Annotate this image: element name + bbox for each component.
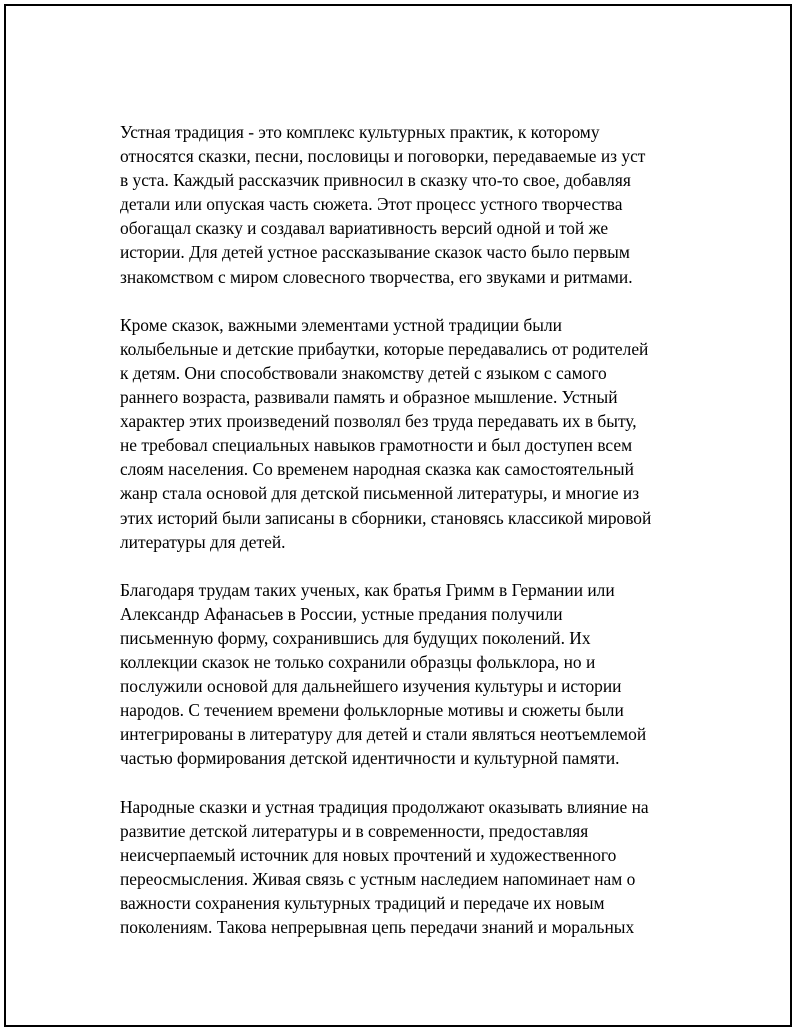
text-line: колыбельные и детские прибаутки, которые передавались от родителей (120, 338, 649, 359)
text-line: к детям. Они способствовали знакомству детей с языком с самого (120, 362, 607, 383)
text-line: письменную форму, сохранившись для будущих поколений. Их (120, 627, 591, 648)
text-line: этих историй были записаны в сборники, становясь классикой мировой (120, 507, 652, 528)
text-line: слоям населения. Со временем народная сказка как самостоятельный (120, 459, 634, 480)
paragraph-2 (120, 313, 700, 554)
text-line: послужили основой для дальнейшего изучения культуры и истории (120, 676, 622, 697)
text-line: неисчерпаемый источник для новых прочтений и художественного (120, 844, 617, 865)
text-line: Александр Афанасьев в России, устные предания получили (120, 603, 563, 624)
text-line: частью формирования детской идентичности и культурной памяти. (120, 748, 620, 769)
text-line: знакомством с миром словесного творчества, его звуками и ритмами. (120, 266, 633, 287)
text-line: важности сохранения культурных традиций и передаче их новым (120, 893, 605, 913)
text-line: Благодаря трудам таких ученых, как братья Гримм в Германии или (120, 579, 615, 600)
text-line: в уста. Каждый рассказчик привносил в сказку что-то свое, добавляя (120, 170, 631, 191)
document-page (4, 4, 792, 1027)
text-line: народов. С течением времени фольклорные мотивы и сюжеты были (120, 700, 624, 721)
text-line: поколениям. Такова непрерывная цепь передачи знаний и моральных (120, 917, 635, 938)
paragraph-4 (120, 795, 700, 940)
text-line: детали или опуская часть сюжета. Этот процесс устного творчества (120, 194, 623, 215)
text-line: развитие детской литературы и в современности, предоставляя (120, 820, 589, 841)
text-line: относятся сказки, песни, пословицы и поговорки, передаваемые из уст (120, 146, 646, 167)
text-line: интегрированы в литературу для детей и стали являться неотъемлемой (120, 724, 647, 745)
text-line: литературы для детей. (120, 531, 286, 552)
text-line: коллекции сказок не только сохранили образцы фольклора, но и (120, 652, 596, 673)
paragraph-3 (120, 578, 700, 771)
text-line: не требовал специальных навыков грамотности и был доступен всем (120, 435, 633, 456)
text-line: обогащал сказку и создавал вариативность версий одной и той же (120, 218, 609, 239)
text-line: Народные сказки и устная традиция продолжают оказывать влияние на (120, 796, 649, 817)
text-line: характер этих произведений позволял без труда передавать их в быту, (120, 411, 637, 432)
text-line: Устная традиция - это комплекс культурных практик, к которому (120, 122, 600, 142)
text-line: раннего возраста, развивали память и образное мышление. Устный (120, 387, 618, 408)
text-line: истории. Для детей устное рассказывание сказок часто было первым (120, 242, 630, 263)
paragraph-1 (120, 120, 700, 289)
text-line: жанр стала основой для детской письменной литературы, и многие из (120, 483, 640, 504)
text-line: переосмысления. Живая связь с устным наследием напоминает нам о (120, 868, 636, 889)
document-body (120, 120, 700, 963)
text-line: Кроме сказок, важными элементами устной традиции были (120, 314, 562, 335)
